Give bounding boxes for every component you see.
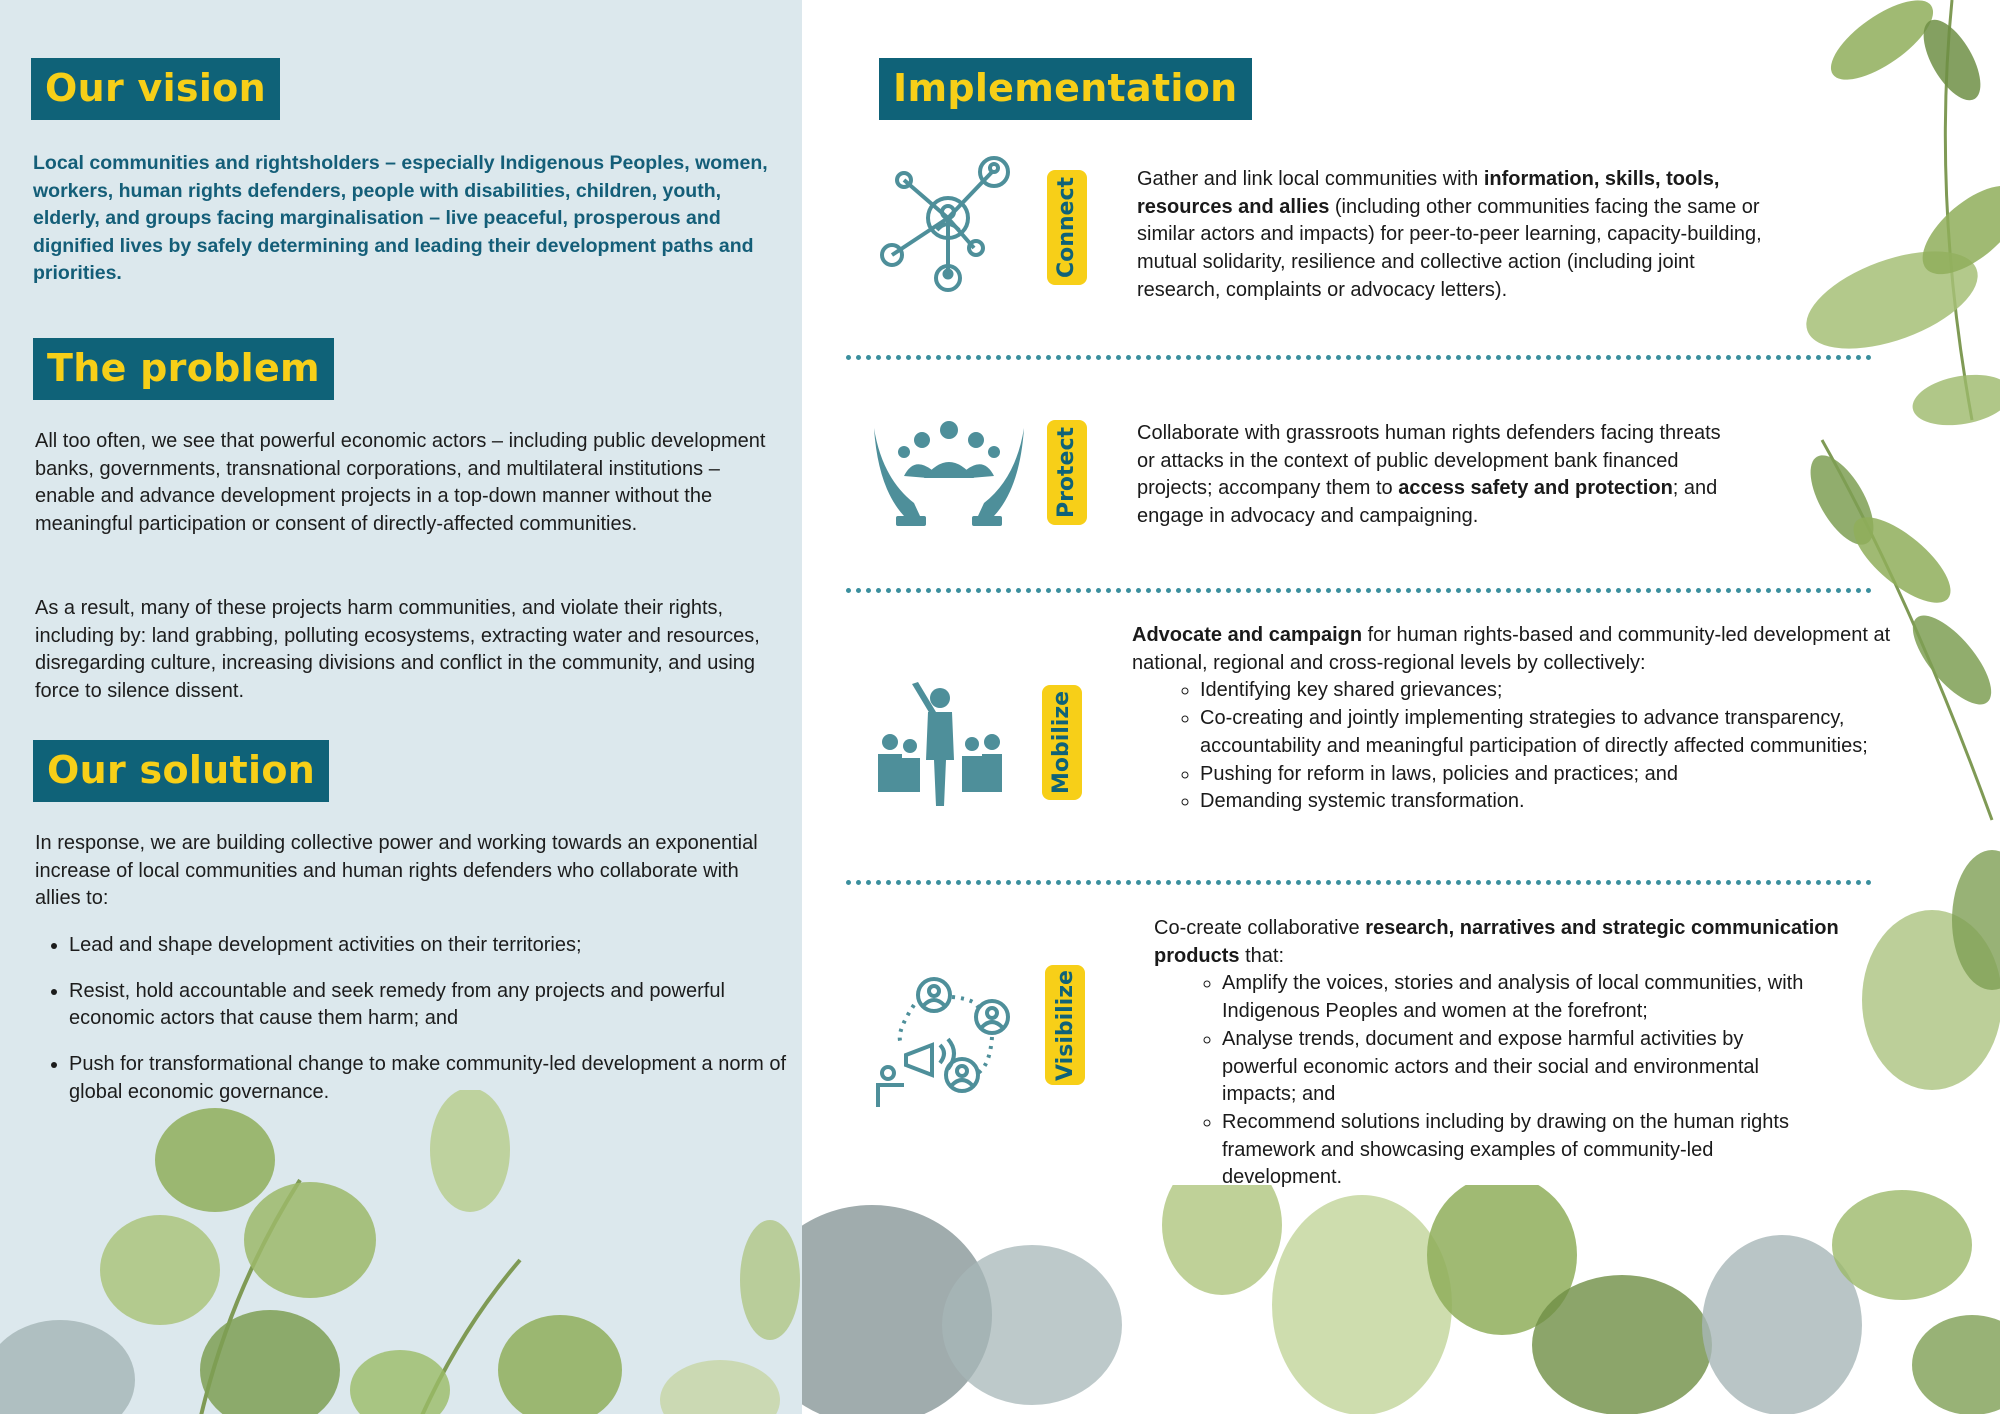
list-item: ◦ Co-creating and jointly implementing strategies to advance transparency, accountability and meaningful participation of directly affected communities; — [1200, 705, 1892, 760]
connect-text — [1137, 166, 1777, 305]
list-item: • Lead and shape development activities on their territories; — [69, 932, 802, 960]
visibilize-text-b: that: — [1239, 944, 1285, 967]
list-item: ◦ Identifying key shared grievances; — [1200, 677, 1892, 705]
problem-paragraph-1: All too often, we see that powerful economic actors – including public development banks, governments, transnational corporations, and multilateral institutions – enable and advance development projects in a top-down manner without the meaningful participation or consent of directly-affected communities. — [35, 430, 766, 536]
list-item: ◦ Pushing for reform in laws, policies and practices; and — [1200, 761, 1892, 789]
tag-label: Mobilize — [1049, 690, 1075, 795]
tag-label: Protect — [1054, 426, 1080, 519]
tag-visibilize — [1045, 965, 1085, 1085]
visibilize-list — [1154, 970, 1812, 1192]
tag-connect — [1047, 170, 1087, 285]
solution-heading: Our solution — [33, 740, 329, 802]
solution-intro: In response, we are building collective power and working towards an exponential increase of local communities and human rights defenders who collaborate with allies to: — [35, 832, 758, 910]
list-item: ◦ Amplify the voices, stories and analysis of local communities, with Indigenous Peoples and women at the forefront; — [1222, 970, 1812, 1025]
mobilize-intro — [1132, 622, 1892, 677]
protect-icon — [874, 418, 1024, 533]
list-item: • Push for transformational change to make community-led development a norm of global economic governance. — [69, 1051, 802, 1106]
hands-protect-group-icon — [874, 418, 1024, 528]
connect-icon — [874, 150, 1024, 305]
network-people-icon — [874, 150, 1024, 300]
implementation-heading: Implementation — [879, 58, 1252, 120]
mobilize-icon — [874, 680, 1004, 815]
list-item: ◦ Demanding systemic transformation. — [1200, 788, 1892, 816]
connect-text-a: Gather and link local communities with — [1137, 168, 1484, 190]
list-item: ◦ Analyse trends, document and expose harmful activities by powerful economic actors and their social and environmental impacts; and — [1222, 1026, 1812, 1109]
visibilize-text-bold: research, narratives and strategic communication products — [1154, 917, 1839, 967]
vision-text: Local communities and rightsholders – especially Indigenous Peoples, women, workers, human rights defenders, people with disabilities, children, youth, elderly, and groups facing marginalisation – live peaceful, prosperous and dignified lives by safely determining and leading their development paths and priorities. — [33, 152, 768, 285]
problem-heading: The problem — [33, 338, 334, 400]
left-panel — [0, 0, 802, 1414]
tag-mobilize — [1042, 685, 1082, 800]
visibilize-text — [1154, 915, 1854, 1192]
problem-paragraph-2: As a result, many of these projects harm communities, and violate their rights, including by: land grabbing, polluting ecosystems, extracting water and resources, disregarding culture, increasing divisions and conflict in the community, and using force to silence dissent. — [35, 597, 760, 703]
tag-protect — [1047, 420, 1087, 525]
mobilize-text-bold: Advocate and campaign — [1132, 624, 1363, 646]
tag-label: Connect — [1054, 176, 1080, 279]
visibilize-text-a: Co-create collaborative — [1154, 917, 1366, 939]
protect-text-bold: access safety and protection — [1398, 477, 1673, 500]
right-panel — [802, 0, 2000, 1414]
tag-label: Visibilize — [1052, 969, 1078, 1081]
crowd-raised-hand-icon — [874, 680, 1004, 810]
protect-text-b: ; and engage in advocacy and campaigning. — [1137, 477, 1718, 528]
protect-text — [1137, 420, 1737, 531]
connect-text-b: (including other communities facing the same or similar actors and impacts) for peer-to-peer learning, capacity-building, mutual solidarity, resilience and collective action (including joint research, complaints or advocacy letters). — [1137, 195, 1762, 301]
list-item: ◦ Recommend solutions including by drawing on the human rights framework and showcasing examples of community-led development. — [1222, 1109, 1812, 1192]
divider — [846, 588, 1872, 593]
protect-text-a: Collaborate with grassroots human rights defenders facing threats or attacks in the context of public development bank financed projects; accompany them to — [1137, 422, 1721, 500]
megaphone-network-icon — [874, 975, 1024, 1110]
list-item: • Resist, hold accountable and seek remedy from any projects and powerful economic actors that cause them harm; and — [69, 978, 802, 1033]
divider — [846, 880, 1872, 885]
mobilize-text — [1132, 622, 1892, 816]
visibilize-icon — [874, 975, 1024, 1115]
divider — [846, 355, 1872, 360]
mobilize-list — [1132, 677, 1892, 816]
mobilize-text-a: for human rights-based and community-led development at national, regional and cross-regional levels by collectively: — [1132, 624, 1891, 674]
connect-text-bold: information, skills, tools, resources and allies — [1137, 168, 1720, 218]
visibilize-intro — [1154, 915, 1854, 970]
vision-heading: Our vision — [31, 58, 280, 120]
